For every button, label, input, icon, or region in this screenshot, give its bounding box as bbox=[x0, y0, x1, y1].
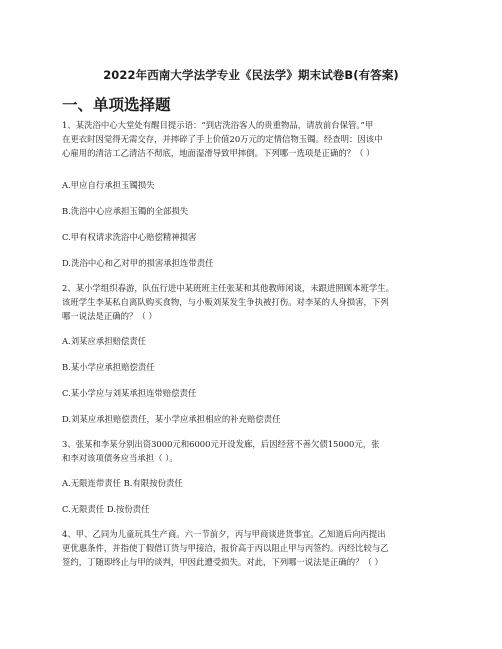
question-4-line-2: 更优惠条件，并指使丁假借订货与甲接洽，报价高于丙以阻止甲与丙签约。丙经比较与乙 bbox=[62, 543, 389, 553]
question-2-line-2: 该班学生李某私自离队购买食物，与小贩刘某发生争执被打伤。对李某的人身损害，下列 bbox=[62, 297, 389, 307]
question-3-line-2: 和李对该项债务应当承担（ ）。 bbox=[62, 453, 178, 463]
question-1-option-d: D.洗浴中心和乙对甲的损害承担连带责任 bbox=[62, 258, 214, 268]
question-2-line-1: 2、某小学组织春游，队伍行进中某班班主任张某和其他教师闲谈，未跟进照顾本班学生。 bbox=[62, 283, 394, 293]
question-2-option-b: B.某小学应承担赔偿责任 bbox=[62, 362, 155, 372]
question-3-option-cd: C.无限责任 D.按份责任 bbox=[62, 504, 150, 514]
question-1-option-a: A.甲应自行承担玉镯损失 bbox=[62, 180, 155, 190]
question-3-option-ab: A.无限连带责任 B.有限按份责任 bbox=[62, 478, 183, 488]
question-1-option-c: C.甲有权请求洗浴中心赔偿精神损害 bbox=[62, 232, 197, 242]
question-2-option-c: C.某小学应与刘某承担连带赔偿责任 bbox=[62, 388, 197, 398]
question-1-text bbox=[62, 118, 442, 160]
question-2-option-d: D.刘某应承担赔偿责任，某小学应承担相应的补充赔偿责任 bbox=[62, 414, 281, 424]
question-3-line-1: 3、张某和李某分别出资3000元和6000元开设发廊，后因经营不善欠债15000元，张 bbox=[62, 439, 380, 449]
question-4-line-3: 签约，丁随即终止与甲的谈判，甲因此遭受损失。对此，下列哪一说法是正确的？（ ） bbox=[62, 557, 383, 567]
question-4-text bbox=[62, 527, 442, 569]
question-2-option-a: A.刘某应承担赔偿责任 bbox=[62, 336, 147, 346]
question-1-line-1: 1、某洗浴中心大堂处有醒目提示语：“到店洗浴客人的贵重物品，请放前台保管。”甲 bbox=[62, 120, 374, 130]
question-2-text bbox=[62, 281, 442, 323]
question-4-line-1: 4、甲、乙同为儿童玩具生产商。六一节前夕，丙与甲商谈进货事宜。乙知道后向丙提出 bbox=[62, 529, 386, 539]
document-title: 2022年西南大学法学专业《民法学》期末试卷B(有答案) bbox=[103, 68, 399, 82]
question-1-option-b: B.洗浴中心应承担玉镯的全部损失 bbox=[62, 206, 189, 216]
question-1-line-2: 在更衣时因觉得无需交存，并摔碎了手上价值20万元的定情信物玉镯。经查明：因该中 bbox=[62, 134, 383, 144]
question-2-line-3: 哪一说法是正确的？（ ） bbox=[62, 311, 157, 321]
question-3-text bbox=[62, 437, 442, 465]
section-heading: 一、单项选择题 bbox=[62, 96, 171, 114]
question-1-line-3: 心雇用的清洁工乙清洁不彻底，地面湿滑导致甲摔倒。下列哪一选项是正确的？（ ） bbox=[62, 148, 375, 158]
